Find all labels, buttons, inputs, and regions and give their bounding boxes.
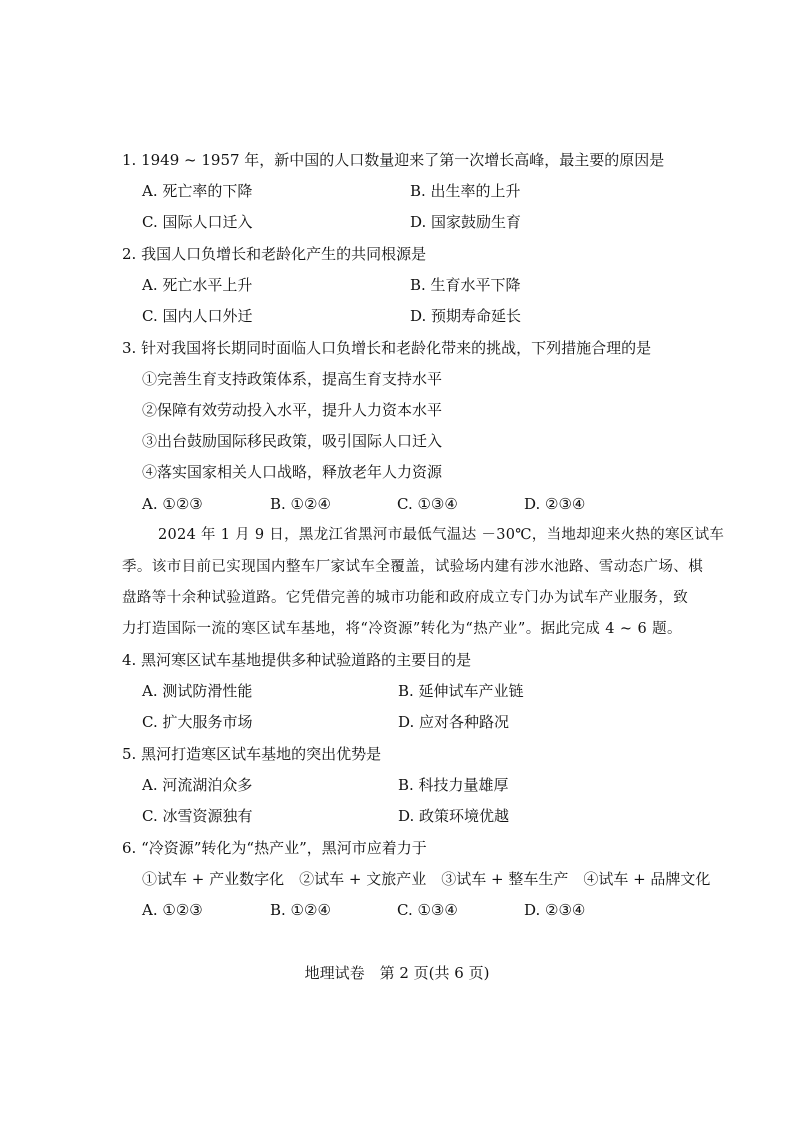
question-2-option-d: D. 预期寿命延长: [410, 307, 522, 325]
question-5-option-b: B. 科技力量雄厚: [398, 776, 509, 794]
question-1-option-d: D. 国家鼓励生育: [410, 213, 522, 231]
question-5-option-a: A. 河流湖泊众多: [142, 776, 253, 794]
question-3-option-a: A. ①②③: [142, 495, 203, 513]
question-2-option-c: C. 国内人口外迁: [142, 307, 253, 325]
page-footer: 地理试卷 第 2 页(共 6 页): [304, 964, 490, 982]
passage-line-4: 力打造国际一流的寒区试车基地，将“冷资源”转化为“热产业”。据此完成 4 ~ 6 题。: [122, 621, 682, 637]
passage-line-2: 季。该市目前已实现国内整车厂家试车全覆盖，试验场内建有涉水池路、雪动态广场、棋: [122, 559, 704, 575]
question-6-option-d: D. ②③④: [524, 901, 586, 919]
question-3-statement-1: ①完善生育支持政策体系，提高生育支持水平: [142, 370, 443, 388]
question-1-stem: 1. 1949 ~ 1957 年，新中国的人口数量迎来了第一次增长高峰，最主要的原因是: [122, 151, 665, 169]
question-2-option-a: A. 死亡水平上升: [142, 276, 253, 294]
question-3-statement-2: ②保障有效劳动投入水平，提升人力资本水平: [142, 401, 443, 419]
question-3-statement-4: ④落实国家相关人口战略，释放老年人力资源: [142, 463, 443, 481]
question-2-option-b: B. 生育水平下降: [410, 276, 521, 294]
question-2-stem: 2. 我国人口负增长和老龄化产生的共同根源是: [122, 245, 427, 263]
question-3-option-b: B. ①②④: [270, 495, 331, 513]
question-3-statement-3: ③出台鼓励国际移民政策，吸引国际人口迁入: [142, 432, 443, 450]
question-1-option-a: A. 死亡率的下降: [142, 182, 253, 200]
question-3-option-c: C. ①③④: [397, 495, 458, 513]
question-6-statements: ①试车 + 产业数字化 ②试车 + 文旅产业 ③试车 + 整车生产 ④试车 + 品牌文化: [142, 870, 711, 888]
question-4-option-b: B. 延伸试车产业链: [398, 682, 524, 700]
question-5-stem: 5. 黑河打造寒区试车基地的突出优势是: [122, 745, 382, 763]
question-6-stem: 6. “冷资源”转化为“热产业”，黑河市应着力于: [122, 839, 427, 857]
question-1-option-b: B. 出生率的上升: [410, 182, 521, 200]
question-4-option-c: C. 扩大服务市场: [142, 713, 253, 731]
passage-line-3: 盘路等十余种试验道路。它凭借完善的城市功能和政府成立专门办为试车产业服务，致: [122, 590, 689, 606]
question-1-option-c: C. 国际人口迁入: [142, 213, 253, 231]
question-4-stem: 4. 黑河寒区试车基地提供多种试验道路的主要目的是: [122, 651, 472, 669]
question-5-option-c: C. 冰雪资源独有: [142, 807, 253, 825]
question-5-option-d: D. 政策环境优越: [398, 807, 510, 825]
passage-line-1: 2024 年 1 月 9 日，黑龙江省黑河市最低气温达 －30℃，当地却迎来火热的寒区试车: [158, 527, 725, 543]
question-3-stem: 3. 针对我国将长期同时面临人口负增长和老龄化带来的挑战，下列措施合理的是: [122, 339, 652, 357]
question-3-option-d: D. ②③④: [524, 495, 586, 513]
question-6-option-c: C. ①③④: [397, 901, 458, 919]
question-6-option-b: B. ①②④: [270, 901, 331, 919]
question-6-option-a: A. ①②③: [142, 901, 203, 919]
question-4-option-a: A. 测试防滑性能: [142, 682, 253, 700]
question-4-option-d: D. 应对各种路况: [398, 713, 510, 731]
